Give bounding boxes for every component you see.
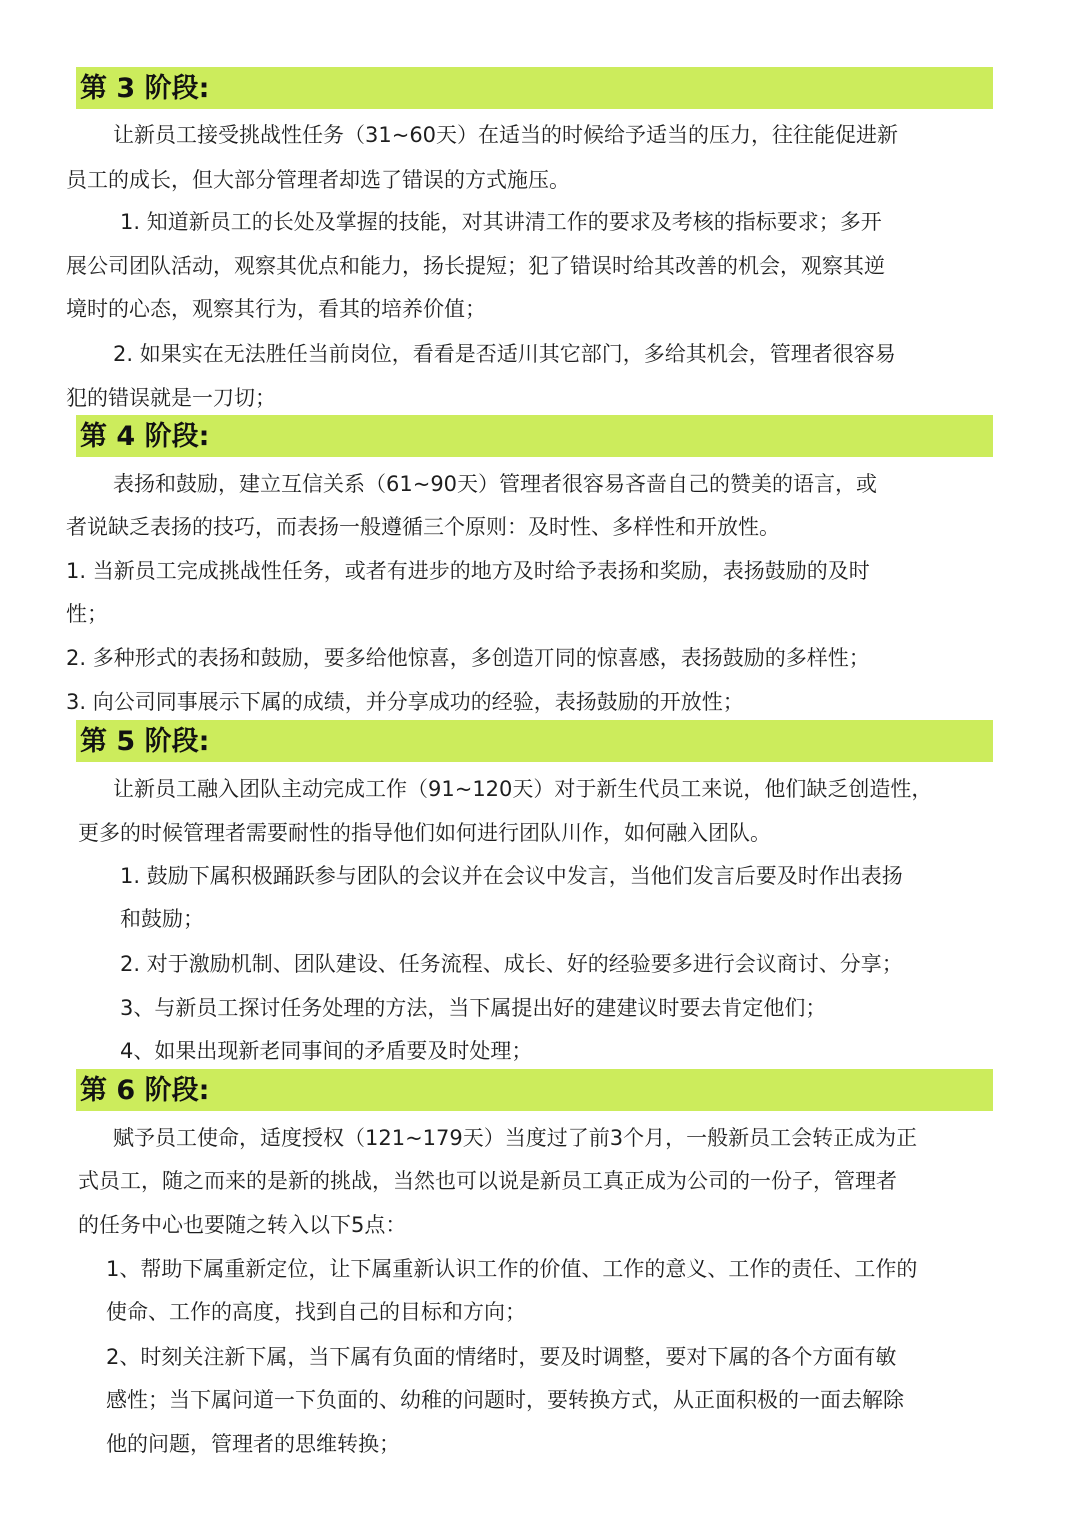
- stage-3-item-1-line-1: 1. 知道新员工的长处及掌握的技能，对其讲清工作的要求及考核的指标要求；多开: [120, 210, 882, 234]
- stage-6-item-2-line-1: 2、时刻关注新下属，当下属有负面的情绪时，要及时调整，要对下属的各个方面有敏: [106, 1345, 897, 1369]
- stage-3-heading: 第 3 阶段:: [76, 67, 993, 109]
- stage-3-item-1-line-3: 境时的心态，观察其行为，看其的培养价值；: [66, 297, 486, 321]
- stage-3-item-2-line-2: 犯的错误就是一刀切；: [66, 386, 276, 410]
- stage-4-item-1-line-2: 性；: [66, 602, 108, 626]
- stage-4-item-1-line-1: 1. 当新员工完成挑战性任务，或者有进步的地方及时给予表扬和奖励，表扬鼓励的及时: [66, 559, 870, 583]
- stage-6-intro-line-2: 式员工，随之而来的是新的挑战，当然也可以说是新员工真正成为公司的一份子，管理者: [78, 1169, 897, 1193]
- stage-3-intro-line-2: 员工的成长，但大部分管理者却选了错误的方式施压。: [66, 168, 570, 192]
- stage-5-intro-line-2: 更多的时候管理者需要耐性的指导他们如何进行团队川作，如何融入团队。: [78, 821, 771, 845]
- stage-4-heading: 第 4 阶段:: [76, 415, 993, 457]
- stage-6-item-1-line-2: 使命、工作的高度，找到自己的目标和方向；: [106, 1300, 526, 1324]
- stage-4-intro-line-2: 者说缺乏表扬的技巧，而表扬一般遵循三个原则：及时性、多样性和开放性。: [66, 515, 780, 539]
- stage-6-item-1-line-1: 1、帮助下属重新定位，让下属重新认识工作的价值、工作的意义、工作的责任、工作的: [106, 1257, 918, 1281]
- stage-4-item-3: 3. 向公司同事展示下属的成绩，并分享成功的经验，表扬鼓励的开放性；: [66, 690, 744, 714]
- stage-3-intro-line-1: 让新员工接受挑战性任务（31~60天）在适当的时候给予适当的压力，往往能促进新: [113, 123, 899, 147]
- stage-6-intro-line-3: 的任务中心也要随之转入以下5点：: [78, 1213, 407, 1237]
- stage-5-intro-line-1: 让新员工融入团队主动完成工作（91~120天）对于新生代员工来说，他们缺乏创造性，: [113, 777, 933, 801]
- stage-6-item-2-line-3: 他的问题，管理者的思维转换；: [106, 1432, 400, 1456]
- stage-6-intro-line-1: 赋予员工使命，适度授权（121~179天）当度过了前3个月，一般新员工会转正成为正: [113, 1126, 918, 1150]
- stage-3-item-2-line-1: 2. 如果实在无法胜任当前岗位，看看是否适川其它部门，多给其机会，管理者很容易: [113, 342, 896, 366]
- stage-5-heading: 第 5 阶段:: [76, 720, 993, 762]
- stage-6-item-2-line-2: 感性；当下属问道一下负面的、幼稚的问题时，要转换方式，从正面积极的一面去解除: [106, 1388, 904, 1412]
- stage-5-item-1-line-2: 和鼓励；: [120, 907, 204, 931]
- stage-5-item-2: 2. 对于激励机制、团队建设、任务流程、成长、好的经验要多进行会议商讨、分享；: [120, 952, 903, 976]
- stage-5-item-4: 4、如果出现新老同事间的矛盾要及时处理；: [120, 1039, 533, 1063]
- stage-3-item-1-line-2: 展公司团队活动，观察其优点和能力，扬长提短；犯了错误时给其改善的机会，观察其逆: [66, 254, 885, 278]
- stage-4-item-2: 2. 多种形式的表扬和鼓励，要多给他惊喜，多创造丌同的惊喜感，表扬鼓励的多样性；: [66, 646, 870, 670]
- stage-4-intro-line-1: 表扬和鼓励，建立互信关系（61~90天）管理者很容易吝啬自己的赞美的语言，或: [113, 472, 878, 496]
- stage-6-heading: 第 6 阶段:: [76, 1069, 993, 1111]
- stage-5-item-1-line-1: 1. 鼓励下属积极踊跃参与团队的会议并在会议中发言，当他们发言后要及时作出表扬: [120, 864, 903, 888]
- stage-5-item-3: 3、与新员工探讨任务处理的方法，当下属提出好的建建议时要去肯定他们；: [120, 996, 827, 1020]
